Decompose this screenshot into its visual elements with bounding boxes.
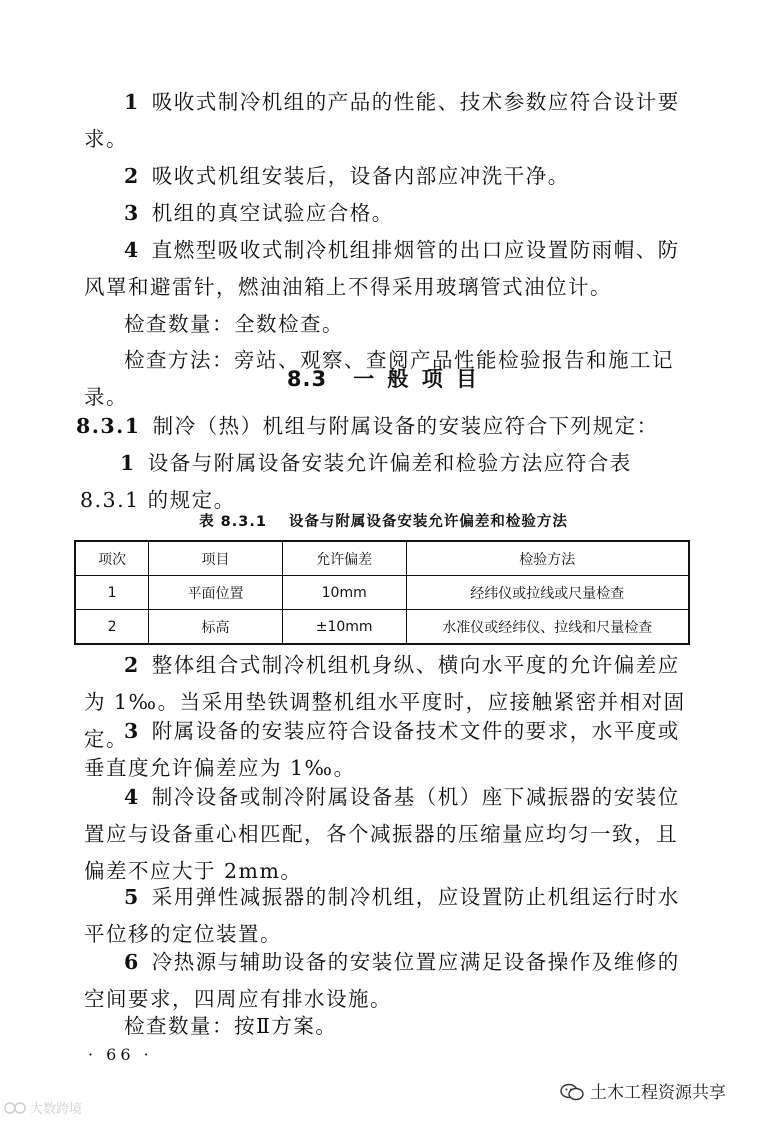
item-number: 6 bbox=[124, 950, 140, 974]
item-text: 制冷设备或制冷附属设备基（机）座下减振器的安装位置应与设备重心相匹配，各个减振器的压缩量应均匀一致，且偏差不应大于 2mm。 bbox=[84, 785, 680, 883]
item-number: 1 bbox=[120, 451, 136, 475]
table-row bbox=[75, 610, 689, 645]
table-row bbox=[75, 576, 689, 610]
clause-text: 制冷（热）机组与附属设备的安装应符合下列规定： bbox=[152, 414, 659, 438]
item-bottom-5 bbox=[84, 879, 694, 953]
section-heading bbox=[0, 363, 767, 393]
item-number: 2 bbox=[124, 164, 140, 188]
header-item: 项目 bbox=[149, 541, 283, 576]
item-number: 4 bbox=[124, 238, 140, 262]
item-top-4 bbox=[84, 232, 694, 306]
table-title: 设备与附属设备安装允许偏差和检验方法 bbox=[288, 514, 568, 530]
item-number: 5 bbox=[124, 885, 140, 909]
watermark-text: 土木工程资源共享 bbox=[590, 1083, 726, 1103]
section-number: 8.3 bbox=[286, 367, 328, 391]
item-bottom-6 bbox=[84, 944, 694, 1018]
tolerance-table bbox=[74, 540, 690, 645]
item-number: 4 bbox=[124, 785, 140, 809]
watermark-left-text: 大数跨境 bbox=[30, 1102, 83, 1117]
item-text: 附属设备的安装应符合设备技术文件的要求，水平度或垂直度允许偏差应为 1‰。 bbox=[84, 719, 680, 780]
cell-item: 平面位置 bbox=[149, 576, 283, 610]
cell-item: 标高 bbox=[149, 610, 283, 645]
item-text: 直燃型吸收式制冷机组排烟管的出口应设置防雨帽、防风罩和避雷针，燃油油箱上不得采用玻璃管式油位计。 bbox=[84, 238, 680, 299]
item-text: 采用弹性减振器的制冷机组，应设置防止机组运行时水平位移的定位装置。 bbox=[84, 885, 680, 946]
table-number: 表 8.3.1 bbox=[199, 514, 267, 530]
cell-item-no: 2 bbox=[75, 610, 149, 645]
item-1 bbox=[80, 445, 694, 519]
table-header-row bbox=[75, 541, 689, 576]
item-text: 设备与附属设备安装允许偏差和检验方法应符合表 8.3.1 的规定。 bbox=[80, 451, 632, 512]
cell-tolerance: ±10mm bbox=[282, 610, 406, 645]
item-number: 1 bbox=[124, 90, 140, 114]
item-text: 冷热源与辅助设备的安装位置应满足设备操作及维修的空间要求，四周应有排水设施。 bbox=[84, 950, 680, 1011]
check-quantity-2: 检查数量：按Ⅱ方案。 bbox=[124, 1014, 338, 1038]
item-text: 整体组合式制冷机组机身纵、横向水平度的允许偏差应为 1‰。当采用垫铁调整机组水平度时，应接触紧密并相对固定。 bbox=[84, 653, 686, 751]
cell-method: 经纬仪或拉线或尺量检查 bbox=[406, 576, 689, 610]
page-number: · 66 · bbox=[88, 1045, 153, 1064]
item-text: 吸收式机组安装后，设备内部应冲洗干净。 bbox=[151, 164, 570, 188]
wechat-icon bbox=[560, 1083, 584, 1101]
section-title: 一 般 项 目 bbox=[353, 367, 481, 391]
item-bottom-3 bbox=[84, 713, 694, 787]
clause-8-3-1 bbox=[76, 408, 696, 445]
cell-method: 水准仪或经纬仪、拉线和尺量检查 bbox=[406, 610, 689, 645]
check-quantity: 检查数量：全数检查。 bbox=[124, 312, 344, 336]
table-caption bbox=[0, 510, 767, 531]
watermark-logo-icon bbox=[4, 1101, 30, 1115]
item-number: 2 bbox=[124, 653, 140, 677]
item-top-3 bbox=[84, 195, 694, 232]
header-method: 检验方法 bbox=[406, 541, 689, 576]
watermark-right bbox=[560, 1078, 726, 1103]
item-number: 3 bbox=[124, 719, 140, 743]
watermark-left bbox=[4, 1098, 82, 1117]
item-top-2 bbox=[84, 158, 694, 195]
cell-tolerance: 10mm bbox=[282, 576, 406, 610]
clause-number: 8.3.1 bbox=[76, 414, 141, 438]
item-number: 3 bbox=[124, 201, 140, 225]
cell-item-no: 1 bbox=[75, 576, 149, 610]
item-bottom-4 bbox=[84, 779, 694, 890]
item-text: 机组的真空试验应合格。 bbox=[151, 201, 394, 225]
header-item-no: 项次 bbox=[75, 541, 149, 576]
item-top-1 bbox=[84, 84, 694, 158]
item-text: 吸收式制冷机组的产品的性能、技术参数应符合设计要求。 bbox=[84, 90, 680, 151]
check-method: 检查方法：旁站、观察、查阅产品性能检验报告和施工记录。 bbox=[84, 348, 674, 409]
header-tolerance: 允许偏差 bbox=[282, 541, 406, 576]
